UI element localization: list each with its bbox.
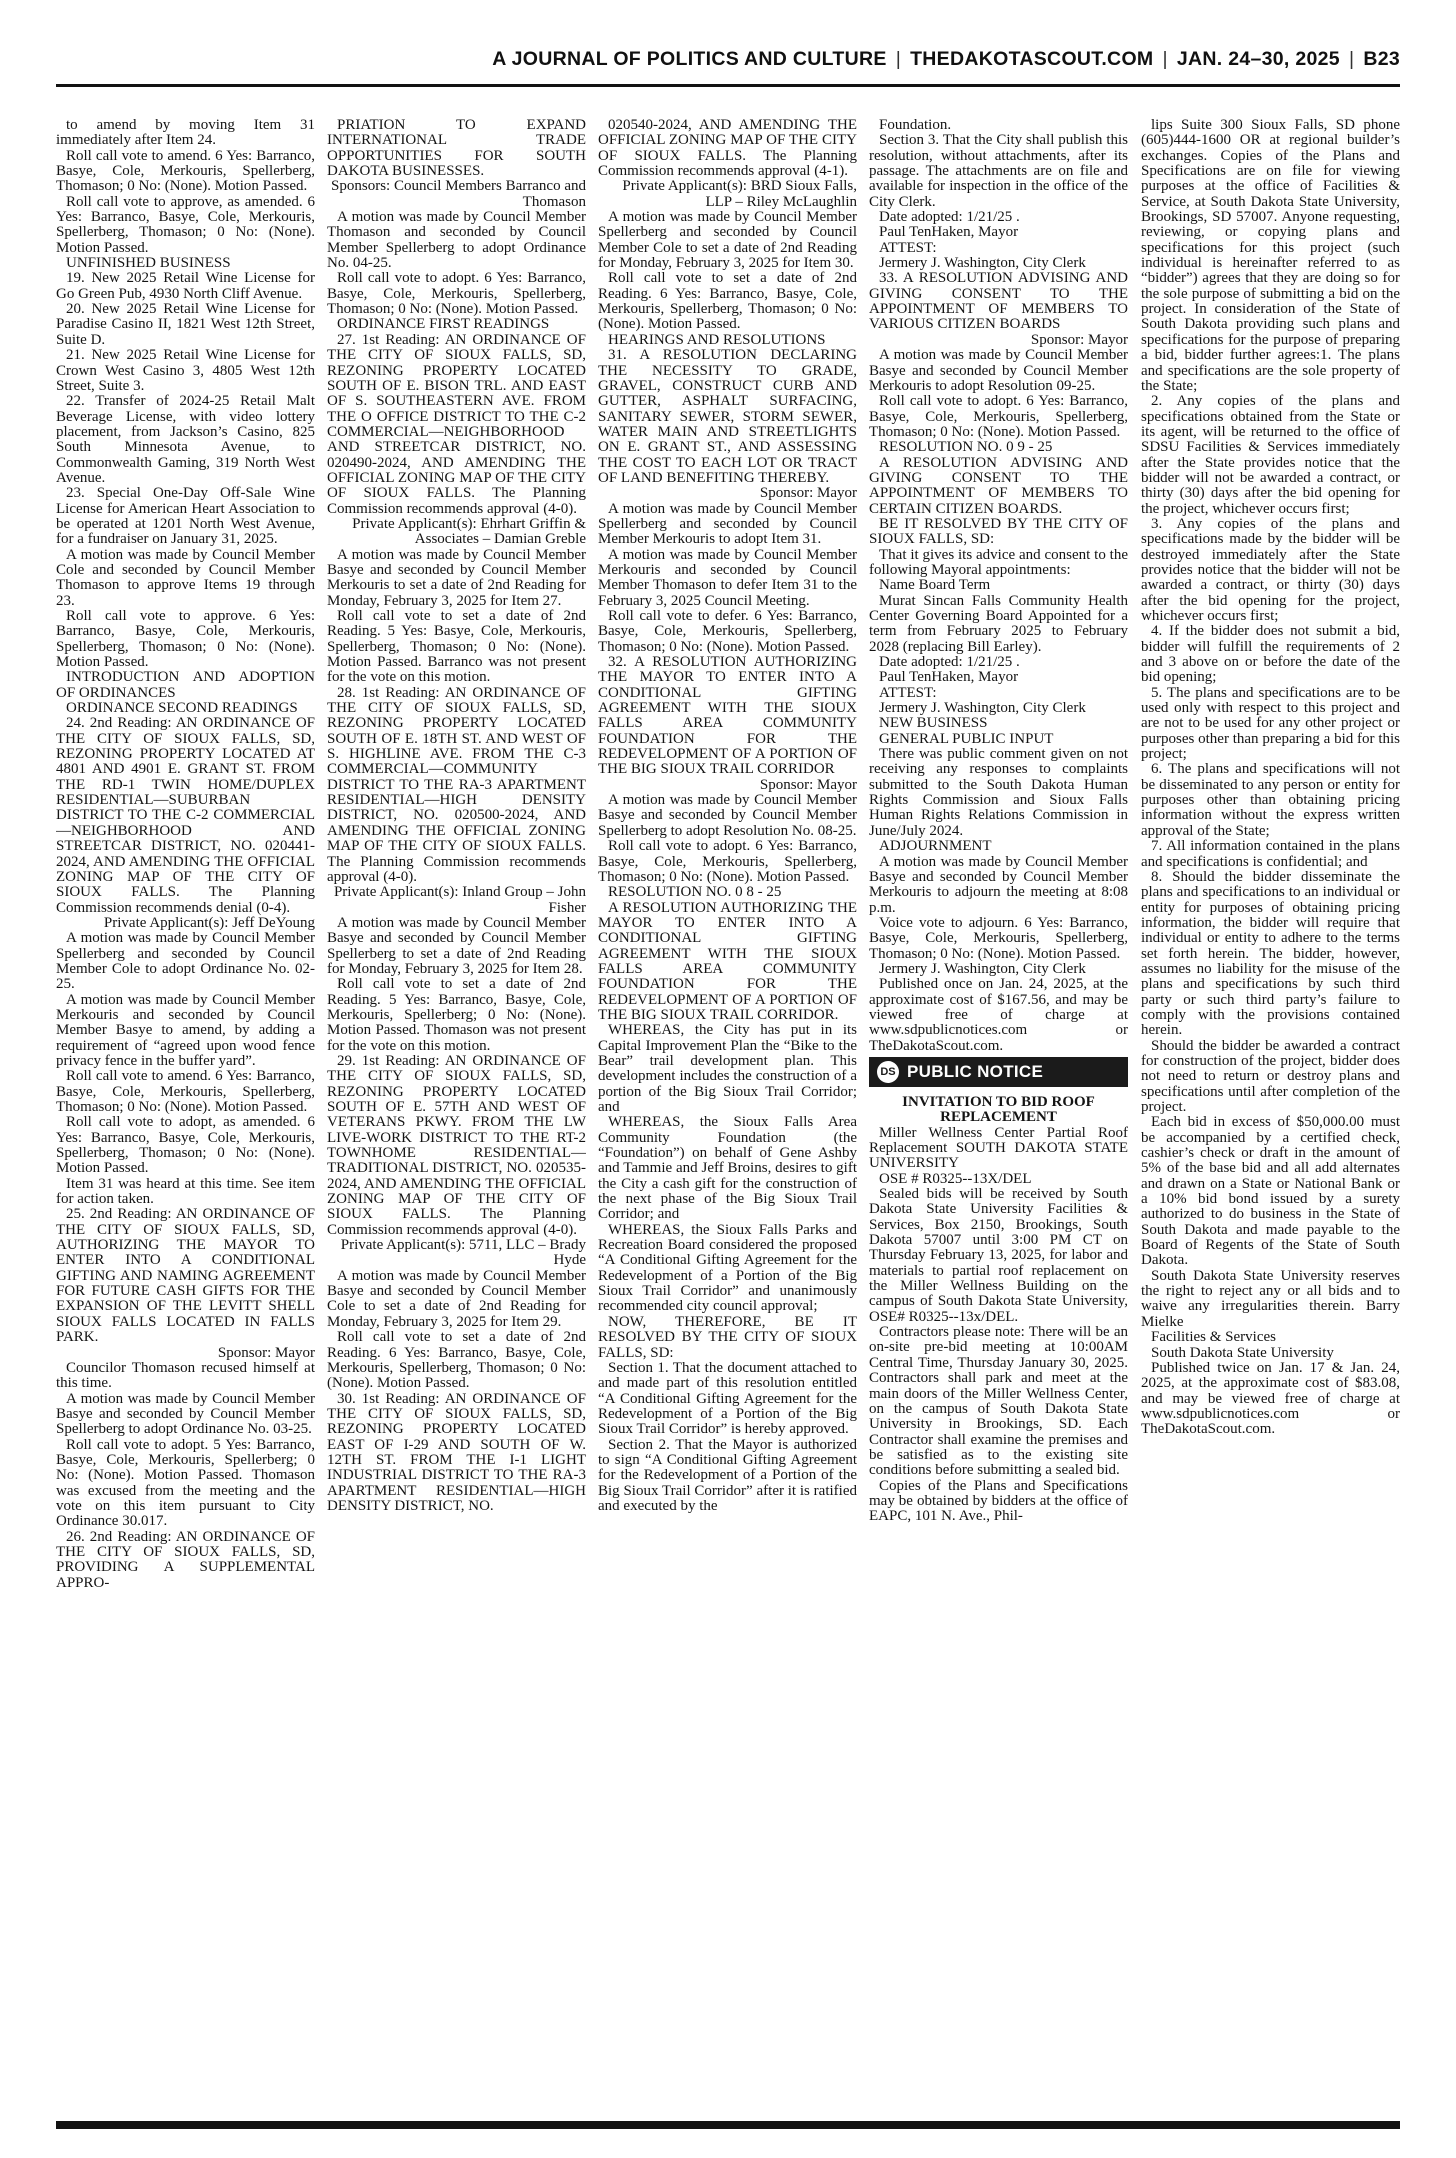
page-header <box>56 48 1400 76</box>
notice-paragraph: A motion was made by Council Member Basye and seconded by Council Member Spellerberg to adopt Resolution No. 08-25. <box>598 792 857 839</box>
notice-paragraph: Section 3. That the City shall publish this resolution, without attachments, after its passage. The attachments are on file and available for inspection in the office of the City Clerk. <box>869 132 1128 210</box>
notice-paragraph: A motion was made by Council Member Basye and seconded by Council Member Merkouris to set a date of 2nd Reading for Monday, February 3, 2025 for Item 27. <box>327 546 586 609</box>
notice-paragraph: WHEREAS, the Sioux Falls Area Community Foundation (the “Foundation”) on behalf of Gene Ashby and Tammie and Jeff Broins, desires to gift the City a cash gift for the construction of the next phase of the Big Sioux Trail Corridor; and <box>598 1114 857 1223</box>
notice-paragraph: 8. Should the bidder disseminate the plans and specifications to an individual or entity for purposes of obtaining pricing information, the bidder will require that individual or entity to adhere to the terms set forth herein. The bidder, however, assumes no liability for the misuse of the plans and specifications by such third party or such third party’s failure to comply with the provisions contained herein. <box>1141 868 1400 1039</box>
notice-paragraph: A motion was made by Council Member Basye and seconded by Council Member Cole to set a date of 2nd Reading for Monday, February 3, 2025 for Item 29. <box>327 1267 586 1330</box>
notice-paragraph: Roll call vote to set a date of 2nd Reading. 5 Yes: Basye, Cole, Merkouris, Spellerberg, Thomason; 0 No: (None). Motion Passed. Barranco was not present for the vote on this motion. <box>327 608 586 686</box>
notice-paragraph: 4. If the bidder does not submit a bid, bidder will fulfill the requirements of 2 and 3 above on or before the date of the bid opening; <box>1141 623 1400 686</box>
notice-paragraph: ADJOURNMENT <box>879 838 992 855</box>
notice-paragraph: UNFINISHED BUSINESS <box>66 255 231 272</box>
notice-paragraph: 020540-2024, AND AMENDING THE OFFICIAL ZONING MAP OF THE CITY OF SIOUX FALLS. The Planning Commission recommends approval (4-1). <box>598 118 857 180</box>
notice-paragraph: NEW BUSINESS <box>879 715 988 732</box>
notice-paragraph: ATTEST: <box>879 684 937 701</box>
notice-paragraph: Roll call vote to adopt, as amended. 6 Yes: Barranco, Basye, Cole, Merkouris, Spellerberg, Thomason; 0 No: (None). Motion Passed. <box>56 1114 315 1177</box>
notice-paragraph: Published once on Jan. 24, 2025, at the approximate cost of $167.56, and may be viewed free of charge at www.sdpublicnotices.com or TheDakotaScout.com. <box>869 976 1128 1054</box>
notice-paragraph: Foundation. <box>879 118 952 133</box>
notice-paragraph: Contractors please note: There will be an on-site pre-bid meeting at 10:00AM Central Time, Thursday January 30, 2025. Contractors shall park and meet at the main doors of the Miller Wellness Center, on the campus of South Dakota State University in Brookings, SD. Each Contractor shall examine the premises and be satisfied as to the existing site conditions before submitting a sealed bid. <box>869 1324 1128 1479</box>
notice-paragraph: ORDINANCE FIRST READINGS <box>337 316 550 333</box>
notice-paragraph: Private Applicant(s): Ehrhart Griffin & Associates – Damian Greble <box>352 515 586 548</box>
notice-paragraph: Roll call vote to amend. 6 Yes: Barranco, Basye, Cole, Merkouris, Spellerberg, Thomason; 0 No: (None). Motion Passed. <box>56 1068 315 1115</box>
notice-paragraph: 24. 2nd Reading: AN ORDINANCE OF THE CITY OF SIOUX FALLS, SD, REZONING PROPERTY LOCATED AT 4801 AND 4901 E. GRANT ST. FROM THE RD-1 TWIN HOME/DUPLEX RESIDENTIAL—SUBURBAN DISTRICT TO THE C-2 COMMERCIAL—NEIGHBORHOOD AND STREETCAR DISTRICT, NO. 020441-2024, AND AMENDING THE OFFICIAL ZONING MAP OF THE CITY OF SIOUX FALLS. The Planning Commission recommends denial (0-4). <box>56 715 315 916</box>
notice-paragraph: South Dakota State University reserves the right to reject any or all bids and to waive any irregularities therein. Barry Mielke <box>1141 1267 1400 1330</box>
notice-paragraph: NOW, THEREFORE, BE IT RESOLVED BY THE CITY OF SIOUX FALLS, SD: <box>598 1313 857 1361</box>
footer-rule <box>56 2121 1400 2129</box>
column-4 <box>869 118 1128 2116</box>
notice-paragraph: Sponsor: Mayor <box>217 1344 315 1361</box>
notice-paragraph: 5. The plans and specifications are to be used only with respect to this project and are not to be used for any other project or purposes other than preparing a bid for this project; <box>1141 684 1400 763</box>
page-number: B23 <box>1363 48 1400 70</box>
notice-paragraph: WHEREAS, the City has put in its Capital Improvement Plan the “Bike to the Bear” trail development plan. This development includes the construction of a portion of the Big Sioux Trail Corridor; and <box>598 1022 857 1115</box>
notice-paragraph: Private Applicant(s): 5711, LLC – Brady Hyde <box>340 1237 586 1269</box>
notice-paragraph: Name Board Term <box>879 577 991 594</box>
notice-paragraph: Published twice on Jan. 17 & Jan. 24, 2025, at the approximate cost of $83.08, and may be viewed free of charge at www.sdpublicnotices.com or TheDakotaScout.com. <box>1141 1359 1400 1438</box>
notice-paragraph: Roll call vote to adopt. 6 Yes: Barranco, Basye, Cole, Merkouris, Spellerberg, Thomason; 0 No: (None). Motion Passed. <box>327 270 586 318</box>
notice-paragraph: Sealed bids will be received by South Dakota State University Facilities & Services, Box 2150, Brookings, South Dakota 57007 until 3:00 PM CT on Thursday February 13, 2025, for labor and materials to partial roof replacement on the Miller Wellness Building on the campus of South Dakota State University, OSE# R0325--13x/DEL. <box>869 1186 1128 1325</box>
notice-paragraph: 33. A RESOLUTION ADVISING AND GIVING CONSENT TO THE APPOINTMENT OF MEMBERS TO VARIOUS CITIZEN BOARDS <box>869 270 1128 333</box>
notice-paragraph: Private Applicant(s): Jeff DeYoung <box>103 914 315 931</box>
notice-paragraph: There was public comment given on not receiving any responses to complaints submitted to the South Dakota Human Rights Commission and Sioux Falls Human Rights Relations Commission in June/July 2024. <box>869 746 1128 839</box>
notice-paragraph: Each bid in excess of $50,000.00 must be accompanied by a certified check, cashier’s check or draft in the amount of 5% of the base bid and all add alternates and drawn on a State or National Bank or a 10% bid bond issued by a surety authorized to do business in the State of South Dakota and made payable to the Board of Regents of the State of South Dakota. <box>1141 1114 1400 1269</box>
notice-paragraph: 30. 1st Reading: AN ORDINANCE OF THE CITY OF SIOUX FALLS, SD, REZONING PROPERTY LOCATED EAST OF I-29 AND SOUTH OF W. 12TH ST. FROM THE I-1 LIGHT INDUSTRIAL DISTRICT TO THE RA-3 APARTMENT RESIDENTIAL—HIGH DENSITY DISTRICT, NO. <box>327 1390 586 1514</box>
notice-paragraph: Roll call vote to approve. 6 Yes: Barranco, Basye, Cole, Merkouris, Spellerberg, Thomason; 0 No: (None). Motion Passed. <box>56 608 315 671</box>
notice-paragraph: Roll call vote to approve, as amended. 6 Yes: Barranco, Basye, Cole, Merkouris, Spellerberg, Thomason; 0 No: (None). Motion Passed. <box>56 193 315 256</box>
notice-paragraph: 22. Transfer of 2024-25 Retail Malt Beverage License, with video lottery placement, from Jackson’s Casino, 825 South Minnesota Avenue, to Commonwealth Gaming, 319 North West Avenue. <box>56 393 315 486</box>
notice-paragraph: Miller Wellness Center Partial Roof Replacement SOUTH DAKOTA STATE UNIVERSITY <box>869 1124 1128 1172</box>
notice-paragraph: Facilities & Services <box>1151 1329 1276 1346</box>
notice-paragraph: Should the bidder be awarded a contract for construction of the project, bidder does not need to return or destroy plans and specifications until after completion of the project. <box>1141 1037 1400 1115</box>
legal-notices-columns <box>56 118 1400 2116</box>
notice-paragraph: 7. All information contained in the plans and specifications is confidential; and <box>1141 838 1400 870</box>
notice-paragraph: A motion was made by Council Member Basye and seconded by Council Member Spellerberg to set a date of 2nd Reading for Monday, February 3, 2025 for Item 28. <box>327 914 586 977</box>
column-2 <box>327 118 586 2116</box>
notice-paragraph: Murat Sincan Falls Community Health Center Governing Board Appointed for a term from February 2025 to February 2028 (replacing Bill Earley). <box>869 592 1128 655</box>
notice-paragraph: Roll call vote to adopt. 6 Yes: Barranco, Basye, Cole, Merkouris, Spellerberg, Thomason; 0 No: (None). Motion Passed. <box>598 838 857 885</box>
notice-paragraph: Jermery J. Washington, City Clerk <box>879 255 1086 272</box>
notice-paragraph: lips Suite 300 Sioux Falls, SD phone (605)444-1600 OR at regional builder’s exchanges. Copies of the Plans and Specifications are on file for viewing purposes at the office of Facilities & Service, at South Dakota State University, Brookings, SD 57007. Anyone requesting, reviewing, or copying plans and specifications for this project (such individual is hereinafter referred to as “bidder”) agrees that they are doing so for the sole purpose of submitting a bid on the project. In consideration of the State of South Dakota providing such plans and specifications for the purpose of preparing a bid, bidder further agrees:1. The plans and specifications are the sole property of the State; <box>1141 118 1400 394</box>
notice-paragraph: INTRODUCTION AND ADOPTION OF ORDINANCES <box>56 669 315 701</box>
notice-paragraph: Sponsor: Mayor <box>759 485 857 502</box>
notice-paragraph: 27. 1st Reading: AN ORDINANCE OF THE CITY OF SIOUX FALLS, SD, REZONING PROPERTY LOCATED SOUTH OF E. BISON TRL. AND EAST OF S. SOUTHEASTERN AVE. FROM THE O OFFICE DISTRICT TO THE C-2 COMMERCIAL—NEIGHBORHOOD AND STREETCAR DISTRICT, NO. 020490-2024, AND AMENDING THE OFFICIAL ZONING MAP OF THE CITY OF SIOUX FALLS. The Planning Commission recommends approval (4-0). <box>327 331 586 517</box>
notice-paragraph: A motion was made by Council Member Cole and seconded by Council Member Thomason to approve Items 19 through 23. <box>56 546 315 609</box>
site-name[interactable]: THEDAKOTASCOUT.COM <box>910 48 1154 70</box>
notice-paragraph: A RESOLUTION AUTHORIZING THE MAYOR TO ENTER INTO A CONDITIONAL GIFTING AGREEMENT WITH THE SIOUX FALLS AREA COMMUNITY FOUNDATION FOR THE REDEVELOPMENT OF A PORTION OF THE BIG SIOUX TRAIL CORRIDOR. <box>598 899 857 1023</box>
notice-paragraph: PRIATION TO EXPAND INTERNATIONAL TRADE OPPORTUNITIES FOR SOUTH DAKOTA BUSINESSES. <box>327 118 586 180</box>
notice-paragraph: Sponsor: Mayor <box>759 776 857 793</box>
notice-paragraph: A motion was made by Council Member Spellerberg and seconded by Council Member Cole to adopt Ordinance No. 02-25. <box>56 930 315 993</box>
notice-paragraph: 23. Special One-Day Off-Sale Wine License for American Heart Association to be operated at 1201 North West Avenue, for a fundraiser on January 31, 2025. <box>56 485 315 548</box>
notice-paragraph: 26. 2nd Reading: AN ORDINANCE OF THE CITY OF SIOUX FALLS, SD, PROVIDING A SUPPLEMENTAL APPRO- <box>56 1528 315 1591</box>
notice-paragraph: A motion was made by Council Member Basye and seconded by Council Member Merkouris to adopt Resolution 09-25. <box>869 347 1128 394</box>
notice-paragraph: 29. 1st Reading: AN ORDINANCE OF THE CITY OF SIOUX FALLS, SD, REZONING PROPERTY LOCATED SOUTH OF E. 57TH AND WEST OF VETERANS PKWY. FROM THE LW LIVE-WORK DISTRICT TO THE RT-2 TOWNHOME RESIDENTIAL—TRADITIONAL DISTRICT, NO. 020535-2024, AND AMENDING THE OFFICIAL ZONING MAP OF THE CITY OF SIOUX FALLS. The Planning Commission recommends approval (4-0). <box>327 1052 586 1238</box>
notice-paragraph: 19. New 2025 Retail Wine License for Go Green Pub, 4930 North Cliff Avenue. <box>56 270 315 302</box>
notice-paragraph: HEARINGS AND RESOLUTIONS <box>608 331 826 348</box>
issue-date: JAN. 24–30, 2025 <box>1176 48 1340 70</box>
column-4-minutes <box>869 118 1128 1054</box>
notice-paragraph: 6. The plans and specifications will not be disseminated to any person or entity for purposes other than obtaining pricing information without the express written approval of the State; <box>1141 761 1400 839</box>
notice-paragraph: WHEREAS, the Sioux Falls Parks and Recreation Board considered the proposed “A Conditional Gifting Agreement for the Redevelopment of a Portion of the Big Sioux Trail Corridor” and unanimously recommended city council approval; <box>598 1221 857 1315</box>
notice-paragraph: Copies of the Plans and Specifications may be obtained by bidders at the office of EAPC, 101 N. Ave., Phil- <box>869 1477 1128 1525</box>
notice-paragraph: Councilor Thomason recused himself at this time. <box>56 1359 315 1392</box>
notice-paragraph: South Dakota State University <box>1151 1344 1334 1361</box>
notice-paragraph: Voice vote to adjourn. 6 Yes: Barranco, Basye, Cole, Merkouris, Spellerberg, Thomason; 0 No: (None). Motion Passed. <box>869 914 1128 962</box>
notice-paragraph: GENERAL PUBLIC INPUT <box>879 730 1054 747</box>
notice-paragraph: Jermery J. Washington, City Clerk <box>879 960 1086 977</box>
notice-paragraph: Roll call vote to amend. 6 Yes: Barranco, Basye, Cole, Merkouris, Spellerberg, Thomason; 0 No: (None). Motion Passed. <box>56 147 315 195</box>
notice-paragraph: Section 2. That the Mayor is authorized to sign “A Conditional Gifting Agreement for the Redevelopment of a Portion of the Big Sioux Trail Corridor” after it is ratified and executed by the <box>598 1436 857 1514</box>
notice-paragraph: 20. New 2025 Retail Wine License for Paradise Casino II, 1821 West 12th Street, Suite D. <box>56 301 315 348</box>
notice-paragraph: That it gives its advice and consent to the following Mayoral appointments: <box>869 546 1128 578</box>
notice-paragraph: A motion was made by Council Member Spellerberg and seconded by Council Member Cole to set a date of 2nd Reading for Monday, February 3, 2025 for Item 30. <box>598 209 857 272</box>
column-1 <box>56 118 315 2116</box>
notice-paragraph: 25. 2nd Reading: AN ORDINANCE OF THE CITY OF SIOUX FALLS, SD, AUTHORIZING THE MAYOR TO ENTER INTO A CONDITIONAL GIFTING AND NAMING AGREEMENT FOR FUTURE CASH GIFTS FOR THE EXPANSION OF THE LEVITT SHELL SIOUX FALLS LOCATED IN FALLS PARK. <box>56 1206 315 1346</box>
notice-paragraph: A motion was made by Council Member Basye and seconded by Council Member Merkouris to adjourn the meeting at 8:08 p.m. <box>869 853 1128 916</box>
notice-paragraph: A motion was made by Council Member Spellerberg and seconded by Council Member Merkouris to adopt Item 31. <box>598 500 857 548</box>
notice-paragraph: 21. New 2025 Retail Wine License for Crown West Casino 3, 4805 West 12th Street, Suite 3. <box>56 347 315 394</box>
public-notice-banner <box>869 1057 1128 1087</box>
notice-paragraph: Roll call vote to set a date of 2nd Reading. 5 Yes: Barranco, Basye, Cole, Merkouris, Spellerberg; 0 No: (None). Motion Passed. Thomason was not present for the vote on this motion. <box>327 976 586 1054</box>
public-notice-label: PUBLIC NOTICE <box>907 1062 1044 1082</box>
notice-paragraph: Roll call vote to set a date of 2nd Reading. 6 Yes: Barranco, Basye, Cole, Merkouris, Spellerberg, Thomason; 0 No: (None). Motion Passed. <box>598 270 857 333</box>
notice-paragraph: Jermery J. Washington, City Clerk <box>879 700 1086 717</box>
notice-paragraph: Roll call vote to defer. 6 Yes: Barranco, Basye, Cole, Merkouris, Spellerberg, Thomason; 0 No: (None). Motion Passed. <box>598 608 857 655</box>
notice-title: INVITATION TO BID ROOF REPLACEMENT <box>902 1093 1095 1126</box>
header-rule <box>56 84 1400 87</box>
notice-paragraph: OSE # R0325--13X/DEL <box>879 1170 1032 1187</box>
dakota-scout-logo-icon: DS <box>877 1061 899 1083</box>
notice-paragraph: Roll call vote to set a date of 2nd Reading. 6 Yes: Barranco, Basye, Cole, Merkouris, Spellerberg, Thomason; 0 No: (None). Motion Passed. <box>327 1329 586 1392</box>
notice-paragraph: ORDINANCE SECOND READINGS <box>66 700 298 717</box>
column-5 <box>1141 118 1400 2116</box>
notice-paragraph: 3. Any copies of the plans and specifications made by the bidder will be destroyed immediately after the State provides notice that the bidder will not be awarded a contract, or thirty (30) days after the bid opening for the project, whichever occurs first; <box>1141 515 1400 624</box>
notice-paragraph: Paul TenHaken, Mayor <box>879 669 1019 686</box>
notice-paragraph: to amend by moving Item 31 immediately after Item 24. <box>56 118 315 149</box>
notice-paragraph: Private Applicant(s): BRD Sioux Falls, LLP – Riley McLaughlin <box>622 178 857 210</box>
notice-body <box>869 1126 1128 1525</box>
notice-paragraph: A motion was made by Council Member Merkouris and seconded by Council Member Thomason to defer Item 31 to the February 3, 2025 Council Meeting. <box>598 546 857 609</box>
notice-paragraph: 32. A RESOLUTION AUTHORIZING THE MAYOR TO ENTER INTO A CONDITIONAL GIFTING AGREEMENT WITH THE SIOUX FALLS AREA COMMUNITY FOUNDATION FOR THE REDEVELOPMENT OF A PORTION OF THE BIG SIOUX TRAIL CORRIDOR <box>598 654 857 778</box>
notice-paragraph: A motion was made by Council Member Basye and seconded by Council Member Spellerberg to adopt Ordinance No. 03-25. <box>56 1390 315 1438</box>
notice-paragraph: BE IT RESOLVED BY THE CITY OF SIOUX FALLS, SD: <box>869 515 1128 548</box>
notice-paragraph: Roll call vote to adopt. 6 Yes: Barranco, Basye, Cole, Merkouris, Spellerberg, Thomason; 0 No: (None). Motion Passed. <box>869 393 1128 440</box>
notice-paragraph: A motion was made by Council Member Merkouris and seconded by Council Member Basye to amend, by adding a requirement of “agreed upon wood fence privacy fence in the buffer yard”. <box>56 991 315 1069</box>
notice-paragraph: RESOLUTION NO. 0 9 - 25 <box>879 439 1053 456</box>
notice-paragraph: 2. Any copies of the plans and specifications obtained from the State or its agent, will be returned to the office of SDSU Facilities & Services immediately after the State provides notice that the bidder will not be awarded a contract, or thirty (30) days after the bid opening for the project, whichever occurs first; <box>1141 393 1400 517</box>
header-line: A JOURNAL OF POLITICS AND CULTURE | THEDAKOTASCOUT.COM | JAN. 24–30, 2025 | B23 <box>492 48 1400 70</box>
notice-paragraph: RESOLUTION NO. 0 8 - 25 <box>608 884 782 901</box>
notice-paragraph: A RESOLUTION ADVISING AND GIVING CONSENT TO THE APPOINTMENT OF MEMBERS TO CERTAIN CITIZEN BOARDS. <box>869 454 1128 517</box>
notice-paragraph: Date adopted: 1/21/25 . <box>879 654 1020 671</box>
journal-tagline: A JOURNAL OF POLITICS AND CULTURE <box>492 48 887 70</box>
notice-paragraph: Sponsor: Mayor <box>1030 331 1128 348</box>
notice-paragraph: A motion was made by Council Member Thomason and seconded by Council Member Spellerberg to adopt Ordinance No. 04-25. <box>327 209 586 272</box>
column-3 <box>598 118 857 2116</box>
notice-paragraph: Sponsors: Council Members Barranco and Thomason <box>331 178 586 210</box>
notice-paragraph: ATTEST: <box>879 239 937 256</box>
notice-paragraph: 28. 1st Reading: AN ORDINANCE OF THE CITY OF SIOUX FALLS, SD, REZONING PROPERTY LOCATED SOUTH OF E. 18TH ST. AND WEST OF S. HIGHLINE AVE. FROM THE C-3 COMMERCIAL—COMMUNITY DISTRICT TO THE RA-3 APARTMENT RESIDENTIAL—HIGH DENSITY DISTRICT, NO. 020500-2024, AND AMENDING THE OFFICIAL ZONING MAP OF THE CITY OF SIOUX FALLS. The Planning Commission recommends approval (4-0). <box>327 684 586 885</box>
notice-paragraph: Paul TenHaken, Mayor <box>879 224 1019 241</box>
notice-paragraph: Roll call vote to adopt. 5 Yes: Barranco, Basye, Cole, Merkouris, Spellerberg; 0 No: (None). Motion Passed. Thomason was excused from the meeting and the vote on this item pursuant to City Ordinance 30.017. <box>56 1436 315 1530</box>
notice-paragraph: Item 31 was heard at this time. See item for action taken. <box>56 1175 315 1208</box>
notice-paragraph: 31. A RESOLUTION DECLARING THE NECESSITY TO GRADE, GRAVEL, CONSTRUCT CURB AND GUTTER, ASPHALT SURFACING, SANITARY SEWER, STORM SEWER, WATER MAIN AND STREETLIGHTS ON E. GRANT ST., AND ASSESSING THE COST TO EACH LOT OR TRACT OF LAND BENEFITING THEREBY. <box>598 347 857 486</box>
notice-paragraph: Date adopted: 1/21/25 . <box>879 209 1020 226</box>
notice-paragraph: Private Applicant(s): Inland Group – John Fisher <box>333 884 586 916</box>
notice-paragraph: Section 1. That the document attached to and made part of this resolution entitled “A Conditional Gifting Agreement for the Redevelopment of a Portion of the Big Sioux Trail Corridor” is hereby approved. <box>598 1359 857 1438</box>
